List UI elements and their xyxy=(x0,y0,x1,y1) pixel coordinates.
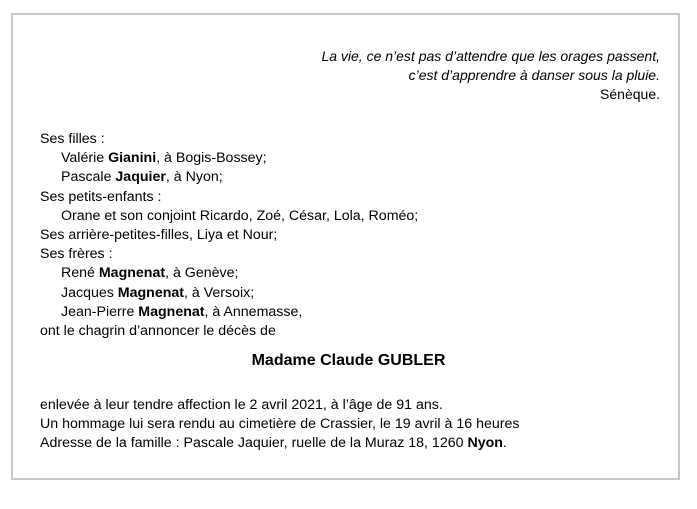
family-line: Ses petits-enfants : xyxy=(40,188,162,205)
family-line: Pascale Jaquier, à Nyon; xyxy=(61,169,223,186)
family-line: Ses filles : xyxy=(40,131,105,147)
deceased-name: Madame Claude GUBLER xyxy=(251,352,446,369)
details-line-2: Un hommage lui sera rendu au cimetière de Crassier, le 19 avril à 16 heures xyxy=(40,416,520,433)
quote-author: Sénèque. xyxy=(600,86,660,102)
family-line: Valérie Gianini, à Bogis-Bossey; xyxy=(61,150,267,167)
details-line-3: Adresse de la famille : Pascale Jaquier, ruelle de la Muraz 18, 1260 Nyon. xyxy=(40,435,507,452)
family-line: Jacques Magnenat, à Versoix; xyxy=(61,284,255,301)
quote-line-1: La vie, ce n’est pas d’attendre que les orages passent, xyxy=(321,48,660,64)
family-line: Orane et son conjoint Ricardo, Zoé, César, Lola, Roméo; xyxy=(61,207,419,224)
family-line: Ses arrière-petites-filles, Liya et Nour; xyxy=(40,227,278,244)
family-line: ont le chagrin d’annoncer le décès de xyxy=(40,323,276,340)
details-line-1: enlevée à leur tendre affection le 2 avril 2021, à l’âge de 91 ans. xyxy=(40,397,443,413)
quote-line-2: c’est d’apprendre à danser sous la pluie. xyxy=(408,67,660,83)
family-line: Ses frères : xyxy=(40,246,113,263)
family-list xyxy=(40,130,418,341)
epigraph xyxy=(321,47,660,104)
family-line: Jean-Pierre Magnenat, à Annemasse, xyxy=(61,303,303,320)
notice-details xyxy=(40,396,519,454)
family-line: René Magnenat, à Genève; xyxy=(61,265,239,282)
